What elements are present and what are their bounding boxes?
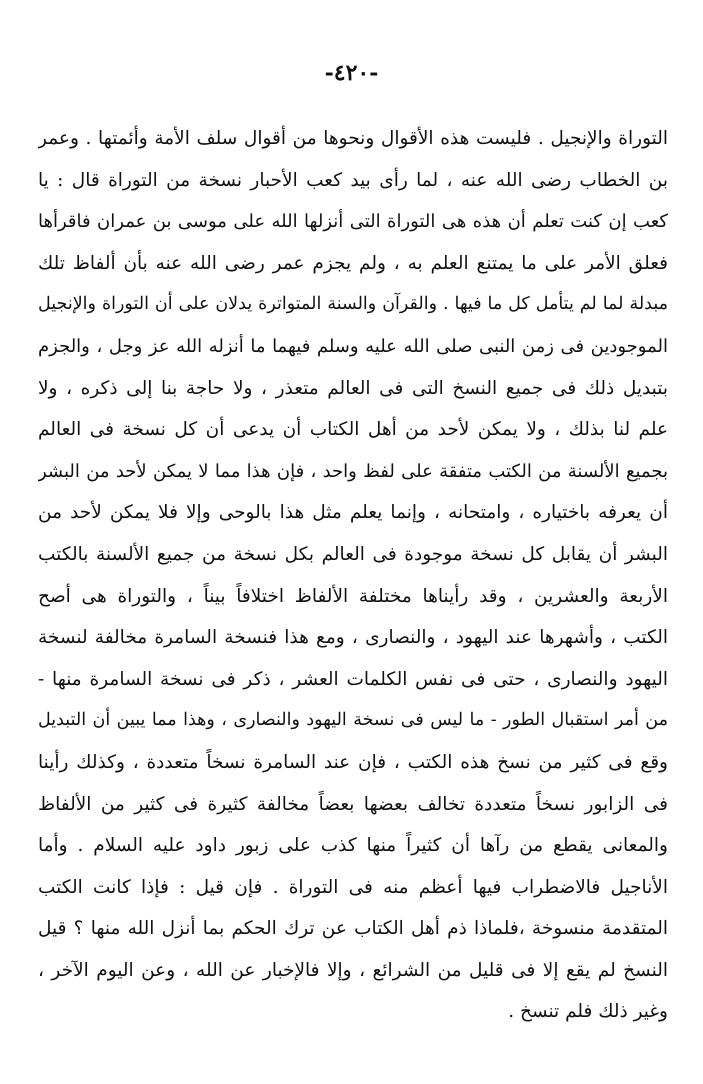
text-line: الأربعة والعشرين ، وقد رأيناها مختلفة الألفاظ اختلافاً بيناً ، والتوراة هى أصح bbox=[38, 585, 668, 607]
text-line: بجميع الألسنة من الكتب متفقة على لفظ واحد ، فإن هذا مما لا يمكن لأحد من البشر bbox=[38, 460, 668, 482]
body-text bbox=[38, 118, 668, 1033]
text-line: البشر أن يقابل كل نسخة موجودة فى العالم بكل نسخة من جميع الألسنة بالكتب bbox=[38, 543, 668, 565]
text-line: بن الخطاب رضى الله عنه ، لما رأى بيد كعب الأحبار نسخة من التوراة قال : يا bbox=[38, 169, 668, 191]
text-line: التوراة والإنجيل . فليست هذه الأقوال ونحوها من أقوال سلف الأمة وأئمتها . وعمر bbox=[38, 128, 668, 149]
text-line: والمعانى يقطع من رآها أن كثيراً منها كذب على زبور داود عليه السلام . وأما bbox=[38, 835, 668, 857]
text-line: الأناجيل فالاضطراب فيها أعظم منه فى التوراة . فإن قيل : فإذا كانت الكتب bbox=[38, 876, 668, 898]
text-line: النسخ لم يقع إلا فى قليل من الشرائع ، وإلا فالإخبار عن الله ، وعن اليوم الآخر ، bbox=[38, 959, 668, 981]
page-number: -٤٢٠- bbox=[324, 60, 379, 86]
text-line: علم لنا بذلك ، ولا يمكن لأحد من أهل الكتاب أن يدعى أن كل نسخة فى العالم bbox=[38, 419, 668, 441]
text-line: الكتب ، وأشهرها عند اليهود ، والنصارى ، ومع هذا فنسخة السامرة مخالفة لنسخة bbox=[38, 627, 668, 649]
text-line: الموجودين فى زمن النبى صلى الله عليه وسلم فيهما ما أنزله الله عز وجل ، والجزم bbox=[38, 335, 668, 357]
text-line: فعلق الأمر على ما يمتنع العلم به ، ولم يجزم عمر رضى الله عنه بأن ألفاظ تلك bbox=[38, 252, 668, 274]
text-line: وقع فى كثير من نسخ هذه الكتب ، فإن عند السامرة نسخاً متعددة ، وكذلك رأينا bbox=[38, 751, 668, 773]
text-line: كعب إن كنت تعلم أن هذه هى التوراة التى أنزلها الله على موسى بن عمران فاقرأها bbox=[38, 211, 668, 233]
text-line: وغير ذلك فلم تنسخ . bbox=[508, 1001, 668, 1023]
text-line: مبدلة لما لم يتأمل كل ما فيها . والقرآن والسنة المتواترة يدلان على أن التوراة والإنجيل bbox=[38, 294, 668, 315]
text-line: اليهود والنصارى ، حتى فى نفس الكلمات العشر ، ذكر فى نسخة السامرة منها - bbox=[38, 668, 668, 690]
text-line: من أمر استقبال الطور - ما ليس فى نسخة اليهود والنصارى ، وهذا مما يبين أن التبديل bbox=[38, 710, 668, 731]
text-line: فى الزابور نسخاً متعددة تخالف بعضها بعضاً مخالفة كثيرة فى كثير من الألفاظ bbox=[38, 793, 668, 815]
text-line: المتقدمة منسوخة ،فلماذا ذم أهل الكتاب عن ترك الحكم بما أنزل الله منها ؟ قيل bbox=[38, 918, 668, 940]
text-line: بتبديل ذلك فى جميع النسخ التى فى العالم متعذر ، ولا حاجة بنا إلى ذكره ، ولا bbox=[38, 377, 668, 399]
text-line: أن يعرفه باختياره ، وامتحانه ، وإنما يعلم مثل هذا بالوحى وإلا فلا يمكن لأحد من bbox=[38, 502, 668, 524]
